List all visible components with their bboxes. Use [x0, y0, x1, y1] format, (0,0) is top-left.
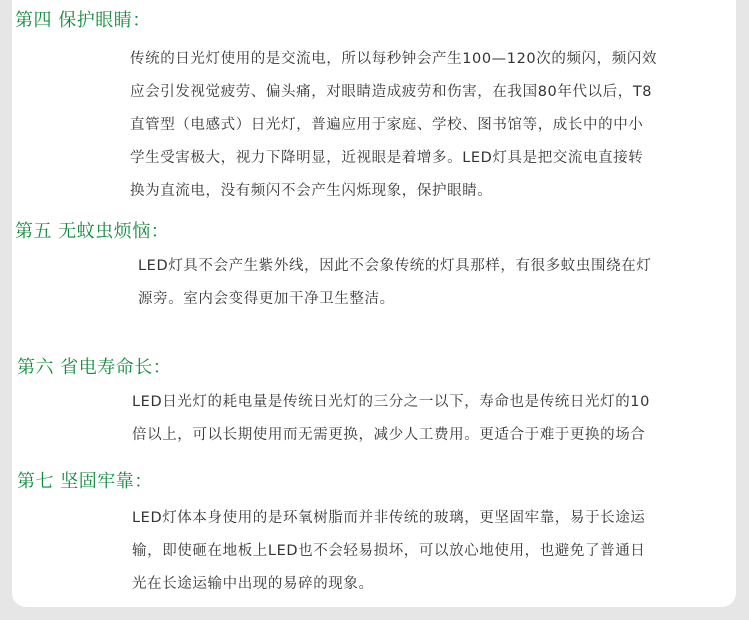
- paragraph-line: 应会引发视觉疲劳、偏头痛，对眼睛造成疲劳和伤害，在我国80年代以后，T8: [130, 84, 653, 100]
- section-paragraph-6: [132, 386, 680, 452]
- paragraph-line: LED灯具不会产生紫外线，因此不会象传统的灯具那样，有很多蚊虫围绕在灯: [138, 258, 652, 274]
- paragraph-line: 直管型（电感式）日光灯，普遍应用于家庭、学校、图书馆等，成长中的中小: [130, 117, 644, 133]
- paragraph-line: 源旁。室内会变得更加干净卫生整洁。: [138, 291, 395, 307]
- section-paragraph-7: [132, 502, 680, 601]
- section-paragraph-5: [138, 250, 686, 316]
- paragraph-line: 学生受害极大，视力下降明显，近视眼是着增多。LED灯具是把交流电直接转: [130, 150, 644, 166]
- section-heading-7: 第七 坚固牢靠：: [17, 471, 153, 492]
- paragraph-line: LED灯体本身使用的是环氧树脂而并非传统的玻璃，更坚固牢靠，易于长途运: [132, 510, 646, 526]
- paragraph-line: 光在长途运输中出现的易碎的现象。: [132, 576, 374, 592]
- paragraph-line: 输，即使砸在地板上LED也不会轻易损坏，可以放心地使用，也避免了普通日: [132, 543, 646, 559]
- section-heading-5: 第五 无蚊虫烦恼：: [15, 221, 170, 242]
- paragraph-line: 倍以上，可以长期使用而无需更换，减少人工费用。更适合于难于更换的场合: [132, 427, 646, 443]
- section-heading-6: 第六 省电寿命长：: [17, 357, 172, 378]
- section-heading-4: 第四 保护眼睛：: [15, 10, 151, 31]
- paragraph-line: 传统的日光灯使用的是交流电，所以每秒钟会产生100—120次的频闪，频闪效: [130, 51, 658, 67]
- paragraph-line: 换为直流电，没有频闪不会产生闪烁现象，保护眼睛。: [130, 183, 493, 199]
- paragraph-line: LED日光灯的耗电量是传统日光灯的三分之一以下，寿命也是传统日光灯的10: [132, 394, 650, 410]
- section-paragraph-4: [130, 43, 678, 208]
